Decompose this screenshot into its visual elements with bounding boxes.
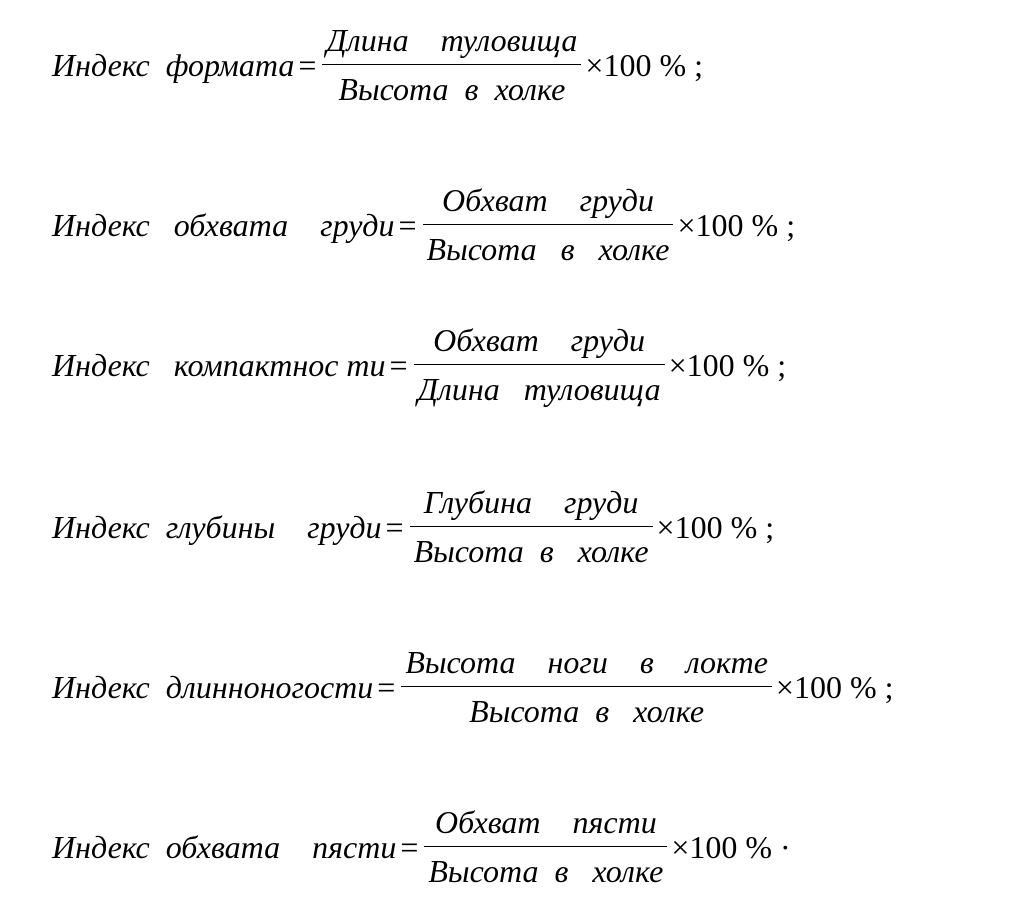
multiplier: ×100 % [775,669,877,706]
formula-lhs: Индекс компактнос ти [52,347,386,384]
punctuation: ; [777,347,787,384]
equals-sign: = [385,509,404,546]
formula-format-index [52,24,703,106]
fraction [410,486,653,568]
punctuation: ; [786,207,796,244]
punctuation: ; [884,669,894,706]
formula-lhs: Индекс глубины груди [52,509,382,546]
fraction-denominator: Высота в холке [338,70,566,107]
fraction-numerator: Обхват пясти [434,804,657,840]
formula-lhs: Индекс длинноногости [52,669,374,706]
fraction-numerator: Глубина груди [423,484,639,520]
formula-lhs: Индекс обхвата пясти [52,829,397,866]
formula-lhs: Индекс обхвата груди [52,207,395,244]
multiplier: ×100 % [677,207,779,244]
equals-sign: = [298,47,317,84]
fraction-denominator: Высота в холке [426,230,670,267]
formula-lhs: Индекс формата [52,47,295,84]
fraction-denominator: Высота в холке [469,692,705,729]
fraction [322,24,581,106]
multiplier: ×100 % [668,347,770,384]
punctuation: · [780,829,791,866]
fraction [424,806,667,888]
fraction [414,324,665,406]
formula-metacarpus-girth-index [52,806,791,888]
equals-sign: = [389,347,408,384]
multiplier: ×100 % [585,47,687,84]
fraction-numerator: Высота ноги в локте [405,644,768,680]
multiplier: ×100 % [671,829,773,866]
multiplier: ×100 % [656,509,758,546]
fraction-denominator: Высота в холке [428,852,664,889]
equals-sign: = [400,829,419,866]
punctuation: ; [765,509,775,546]
fraction [423,184,674,266]
fraction-denominator: Длина туловища [417,370,661,407]
fraction-numerator: Длина туловища [326,22,578,58]
fraction-numerator: Обхват груди [442,182,654,218]
fraction-numerator: Обхват груди [433,322,646,358]
formula-chest-girth-index [52,184,795,266]
formula-long-legged-index [52,646,894,728]
fraction-denominator: Высота в холке [413,532,649,569]
formula-chest-depth-index [52,486,774,568]
fraction [401,646,772,728]
punctuation: ; [694,47,704,84]
equals-sign: = [398,207,417,244]
formula-compactness-index [52,324,786,406]
equals-sign: = [377,669,396,706]
